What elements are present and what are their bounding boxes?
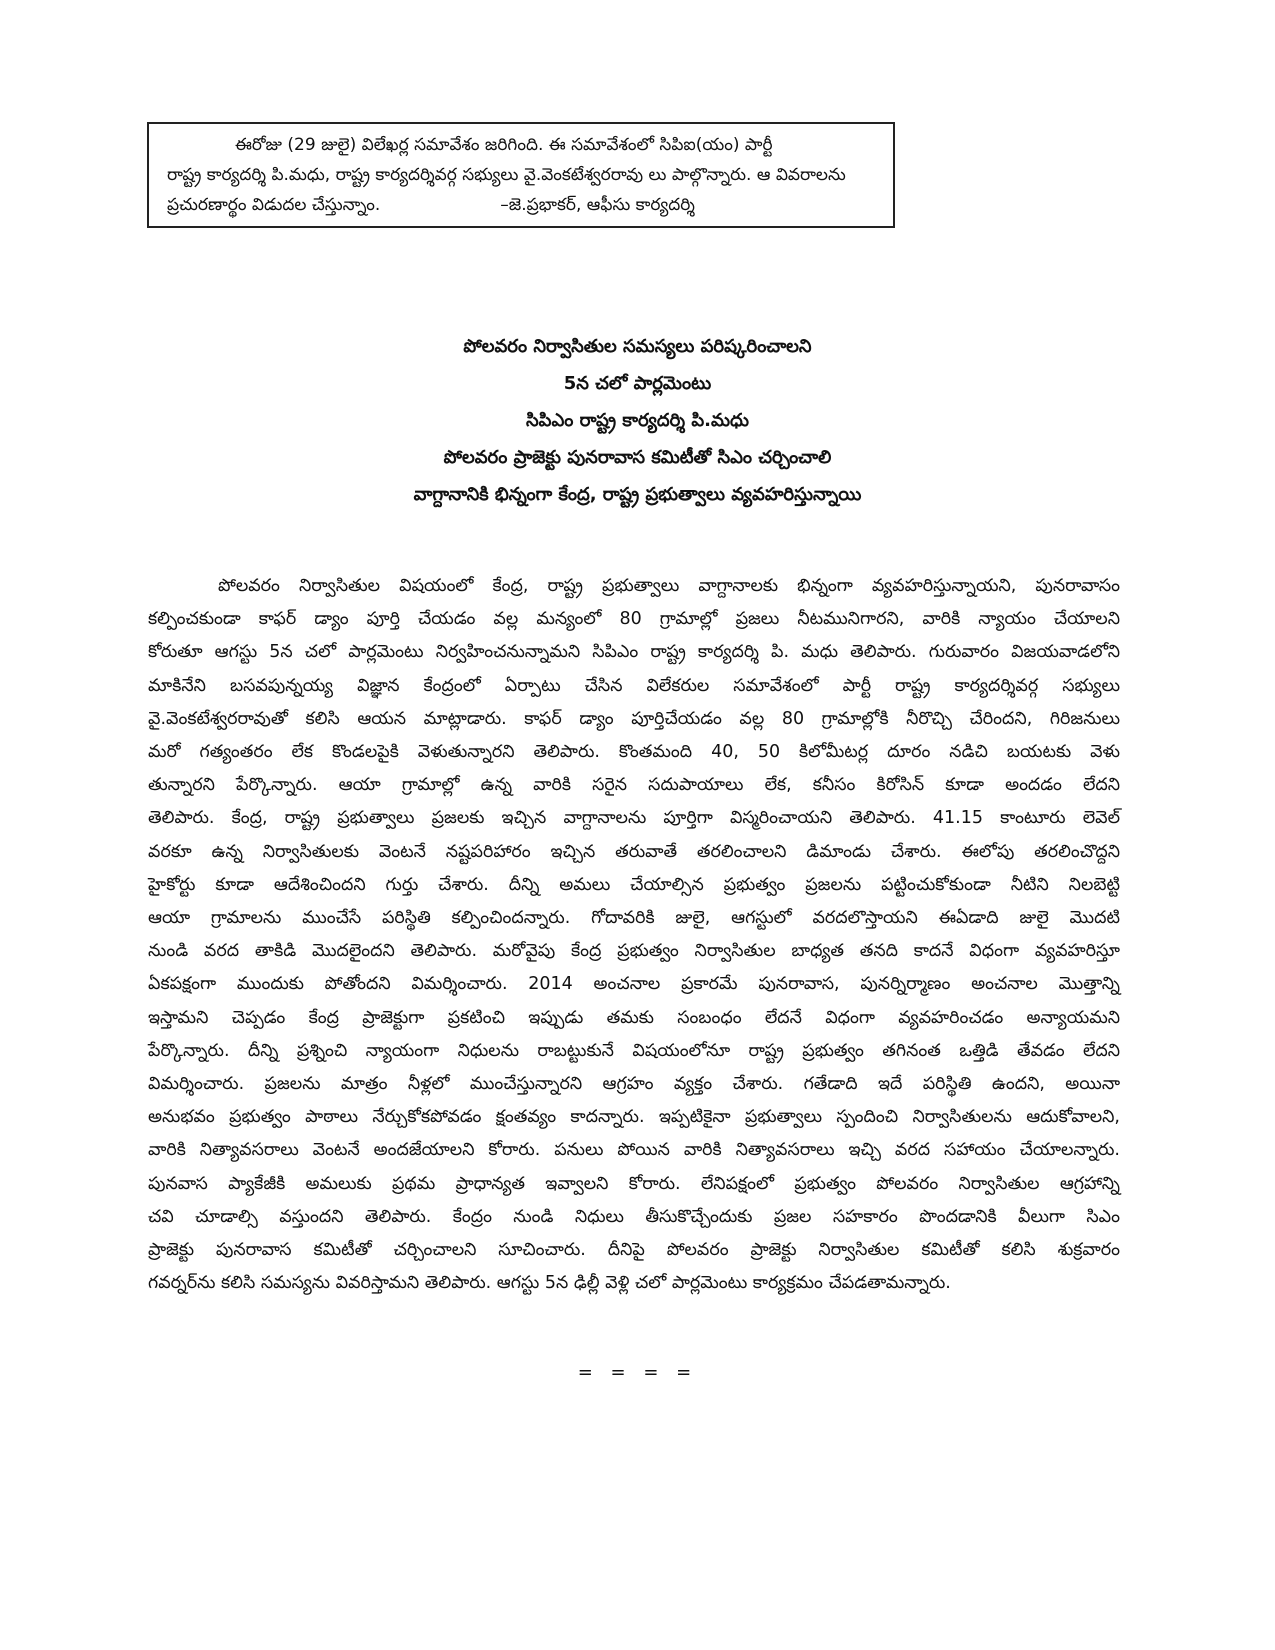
notice-line-3-text: ప్రచురణార్థం విడుదల చేస్తున్నాం. xyxy=(167,195,381,215)
body-line: వారికి నిత్యావసరాలు వెంటనే అందజేయాలని కోరారు. పనులు పోయిన వారికి నిత్యావసరాలు ఇచ్చి వరద సహాయం చేయాలన్నారు. xyxy=(148,1140,1120,1161)
body-line: మాకినేని బసవపున్నయ్య విజ్ఞాన కేంద్రంలో ఏర్పాటు చేసిన విలేకరుల సమావేశంలో పార్టీ రాష్ట్ర కార్యదర్శివర్గ సభ్యులు xyxy=(148,675,1120,696)
body-line: ఇస్తామని చెప్పడం కేంద్ర ప్రాజెక్టుగా ప్రకటించి ఇప్పుడు తమకు సంబంధం లేదనే విధంగా వ్యవహరించడం అన్యాయమని xyxy=(148,1007,1120,1028)
body-line: కల్పించకుండా కాఫర్ డ్యాం పూర్తి చేయడం వల్ల మన్యంలో 80 గ్రామాల్లో ప్రజలు నీటమునిగారని, వారికి న్యాయం చేయాలని xyxy=(148,609,1120,630)
body-line: చవి చూడాల్సి వస్తుందని తెలిపారు. కేంద్రం నుండి నిధులు తీసుకొచ్చేందుకు ప్రజల సహకారం పొందడానికి వీలుగా సిఎం xyxy=(148,1206,1120,1227)
headline-5: వాగ్దానానికి భిన్నంగా కేంద్ర, రాష్ట్ర ప్రభుత్వాలు వ్యవహరిస్తున్నాయి xyxy=(413,484,862,505)
headline-4: పోలవరం ప్రాజెక్టు పునరావాస కమిటీతో సిఎం చర్చించాలి xyxy=(443,447,832,468)
body-line: వరకూ ఉన్న నిర్వాసితులకు వెంటనే నష్టపరిహారం ఇచ్చిన తరువాతే తరలించాలని డిమాండు చేశారు. ఈలోపు తరలించొద్దని xyxy=(148,841,1120,862)
headline-1: పోలవరం నిర్వాసితుల సమస్యలు పరిష్కరించాలని xyxy=(463,336,812,357)
body-line: వై.వెంకటేశ్వరరావుతో కలిసి ఆయన మాట్లాడారు. కాఫర్ డ్యాం పూర్తిచేయడం వల్ల 80 గ్రామాల్లోకి నీరొచ్చి చేరిందని, గిరిజనులు xyxy=(148,708,1120,729)
body-line: పునవాస ప్యాకేజీకి అమలుకు ప్రథమ ప్రాధాన్యత ఇవ్వాలని కోరారు. లేనిపక్షంలో ప్రభుత్వం పోలవరం నిర్వాసితుల ఆగ్రహాన్ని xyxy=(148,1173,1120,1194)
body-line: తున్నారని పేర్కొన్నారు. ఆయా గ్రామాల్లో ఉన్న వారికి సరైన సదుపాయాలు లేక, కనీసం కిరోసిన్ కూడా అందడం లేదని xyxy=(148,775,1120,796)
body-line: ప్రాజెక్టు పునరావాస కమిటీతో చర్చించాలని సూచించారు. దీనిపై పోలవరం ప్రాజెక్టు నిర్వాసితుల కమిటీతో కలిసి శుక్రవారం xyxy=(148,1240,1120,1261)
press-notice-box xyxy=(147,122,895,228)
notice-signature: –జె.ప్రభాకర్, ఆఫీసు కార్యదర్శి xyxy=(500,195,695,215)
end-of-article-mark: = = = = xyxy=(577,1362,698,1383)
body-line: కోరుతూ ఆగస్టు 5న చలో పార్లమెంటు నిర్వహించనున్నామని సిపిఎం రాష్ట్ర కార్యదర్శి పి. మధు తెలిపారు. గురువారం విజయవాడలోని xyxy=(148,642,1120,663)
notice-line-1: ఈరోజు (29 జులై) విలేఖర్ల సమావేశం జరిగింది. ఈ సమావేశంలో సిపిఐ(యం) పార్టీ xyxy=(235,135,773,155)
headline-block xyxy=(0,328,1275,513)
body-line: మరో గత్యంతరం లేక కొండలపైకి వెళుతున్నారని తెలిపారు. కొంతమంది 40, 50 కిలోమీటర్ల దూరం నడిచి బయటకు వెళు xyxy=(148,742,1120,763)
notice-line-3 xyxy=(167,190,875,220)
body-line: నుండి వరద తాకిడి మొదలైందని తెలిపారు. మరోవైపు కేంద్ర ప్రభుత్వం నిర్వాసితుల బాధ్యత తనది కాదనే విధంగా వ్యవహరిస్తూ xyxy=(148,941,1120,962)
notice-line-2: రాష్ట్ర కార్యదర్శి పి.మధు, రాష్ట్ర కార్యదర్శివర్గ సభ్యులు వై.వెంకటేశ్వరరావు లు పాల్గొన్నారు. ఆ వివరాలను xyxy=(167,165,846,185)
body-line: ఆయా గ్రామాలను ముంచేసే పరిస్థితి కల్పించిందన్నారు. గోదావరికి జులై, ఆగస్టులో వరదలొస్తాయని ఈఏడాది జులై మొదటి xyxy=(148,908,1120,929)
body-line: పేర్కొన్నారు. దీన్ని ప్రశ్నించి న్యాయంగా నిధులను రాబట్టుకునే విషయంలోనూ రాష్ట్ర ప్రభుత్వం తగినంత ఒత్తిడి తేవడం లేదని xyxy=(148,1040,1120,1061)
body-line: పోలవరం నిర్వాసితుల విషయంలో కేంద్ర, రాష్ట్ర ప్రభుత్వాలు వాగ్దానాలకు భిన్నంగా వ్యవహరిస్తున్నాయని, పునరావాసం xyxy=(218,576,1120,596)
body-line: తెలిపారు. కేంద్ర, రాష్ట్ర ప్రభుత్వాలు ప్రజలకు ఇచ్చిన వాగ్దానాలను పూర్తిగా విస్మరించాయని తెలిపారు. 41.15 కాంటూరు లెవెల్ xyxy=(148,808,1120,829)
body-line: ఏకపక్షంగా ముందుకు పోతోందని విమర్శించారు. 2014 అంచనాల ప్రకారమే పునరావాస, పునర్నిర్మాణం అంచనాల మొత్తాన్ని xyxy=(148,974,1120,995)
headline-2: 5న చలో పార్లమెంటు xyxy=(563,373,712,394)
body-line: హైకోర్టు కూడా ఆదేశించిందని గుర్తు చేశారు. దీన్ని అమలు చేయాల్సిన ప్రభుత్వం ప్రజలను పట్టించుకోకుండా నీటిని నిలబెట్టి xyxy=(148,874,1120,895)
article-body xyxy=(148,570,1120,1300)
body-line: అనుభవం ప్రభుత్వం పాఠాలు నేర్చుకోకపోవడం క్షంతవ్యం కాదన్నారు. ఇప్పటికైనా ప్రభుత్వాలు స్పందించి నిర్వాసితులను ఆదుకోవాలని, xyxy=(148,1107,1121,1128)
headline-3: సిపిఎం రాష్ట్ర కార్యదర్శి పి.మధు xyxy=(526,410,749,431)
body-line: గవర్నర్‌ను కలిసి సమస్యను వివరిస్తామని తెలిపారు. ఆగస్టు 5న ఢిల్లీ వెళ్లి చలో పార్లమెంటు కార్యక్రమం చేపడతామన్నారు. xyxy=(148,1273,951,1294)
body-line: విమర్శించారు. ప్రజలను మాత్రం నీళ్లలో ముంచేస్తున్నారని ఆగ్రహం వ్యక్తం చేశారు. గతేడాది ఇదే పరిస్థితి ఉందని, అయినా xyxy=(148,1074,1120,1095)
